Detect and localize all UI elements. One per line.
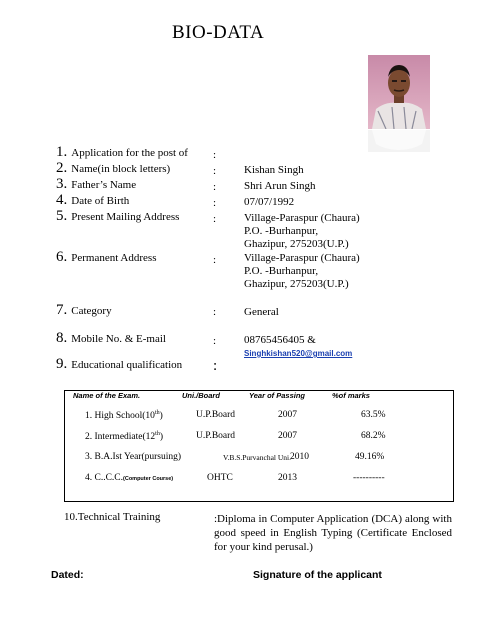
field-colon: : (213, 181, 217, 193)
field-number: 8. (56, 330, 68, 346)
dated-label: Dated: (51, 569, 84, 581)
dob-value: 07/07/1992 (244, 196, 295, 208)
table-row (85, 473, 173, 483)
address-line: Village-Paraspur (Chaura) (244, 252, 360, 264)
exam-tail: ) (159, 411, 163, 422)
column-header-marks: %of marks (332, 391, 370, 400)
father-name-value: Shri Arun Singh (244, 180, 316, 192)
address-line: P.O. -Burhanpur, (244, 265, 319, 277)
year-cell: 2013 (278, 473, 297, 483)
field-number: 4. (56, 192, 68, 208)
education-table (64, 390, 454, 502)
year-cell: 2007 (278, 431, 297, 441)
field-8 (56, 329, 166, 347)
exam-superscript: th (154, 410, 160, 416)
column-header-year: Year of Passing (249, 391, 305, 400)
address-line: P.O. -Burhanpur, (244, 225, 319, 237)
field-number: 5. (56, 208, 68, 224)
mobile-value: 08765456405 & (244, 334, 316, 346)
name-value: Kishan Singh (244, 164, 304, 176)
technical-training-value: :Diploma in Computer Application (DCA) along with good speed in English Typing (Certificate Enclosed for your kind perusal.) (214, 513, 452, 553)
field-colon: : (213, 149, 217, 161)
column-header-exam: Name of the Exam. (73, 391, 141, 400)
field-colon: : (213, 306, 217, 318)
field-9 (56, 355, 182, 373)
exam-tail: ) (159, 432, 164, 443)
exam-name: Intermediate(12 (94, 432, 156, 443)
board-cell: U.P.Board (196, 431, 236, 441)
exam-superscript: th (155, 431, 160, 437)
permanent-address-value (244, 252, 360, 291)
table-row (85, 452, 181, 462)
year-cell: 2007 (278, 410, 297, 420)
column-header-board: Uni./Board (182, 391, 220, 400)
field-label: Present Mailing Address (71, 211, 180, 223)
row-index: 2. (85, 432, 93, 443)
field-label: Application for the post of (71, 147, 188, 159)
present-address-value (244, 212, 360, 251)
field-label: Date of Birth (71, 195, 130, 207)
field-label: Category (71, 305, 112, 317)
address-line: Village-Paraspur (Chaura) (244, 212, 360, 224)
field-label: Father’s Name (71, 179, 137, 191)
field-label: Technical Training (77, 511, 161, 523)
exam-name: High School(10 (94, 411, 155, 422)
field-label: Educational qualification (71, 359, 183, 371)
marks-cell: ---------- (353, 473, 385, 483)
applicant-photo (368, 55, 430, 129)
exam-tail: (Computer Course) (123, 476, 174, 482)
field-number: 10. (64, 511, 78, 523)
field-colon: : (213, 165, 217, 177)
table-row (85, 410, 163, 421)
field-colon: : (213, 213, 217, 225)
board-cell: U.P.Board (196, 410, 236, 420)
exam-name: B.A.Ist Year(pursuing) (94, 452, 182, 462)
board-cell: OHTC (207, 473, 233, 483)
field-7 (56, 301, 112, 319)
row-index: 3. (85, 452, 93, 462)
field-number: 6. (56, 249, 68, 265)
exam-name: C..C.C. (94, 473, 124, 483)
field-10 (64, 511, 160, 523)
field-5 (56, 207, 179, 225)
field-label: Permanent Address (71, 252, 157, 264)
address-line: Ghazipur, 275203(U.P.) (244, 278, 349, 290)
row-index: 4. (85, 473, 93, 483)
email-link[interactable]: Singhkishan520@gmail.com (244, 349, 353, 358)
signature-label: Signature of the applicant (253, 569, 382, 581)
field-colon: : (213, 358, 218, 374)
field-colon: : (213, 197, 217, 209)
marks-cell: 49.16% (355, 452, 385, 462)
field-colon: : (213, 254, 217, 266)
category-value: General (244, 306, 279, 318)
field-colon: : (213, 335, 217, 347)
field-6 (56, 248, 156, 266)
marks-cell: 68.2% (361, 431, 386, 441)
field-number: 9. (56, 356, 68, 372)
field-label: Name(in block letters) (71, 163, 171, 175)
marks-cell: 63.5% (361, 410, 386, 420)
table-row (85, 431, 163, 442)
field-number: 1. (56, 144, 68, 160)
field-number: 7. (56, 302, 68, 318)
page-title: BIO-DATA (172, 22, 265, 43)
address-line: Ghazipur, 275203(U.P.) (244, 238, 349, 250)
field-number: 2. (56, 160, 68, 176)
year-cell: 2010 (290, 452, 309, 462)
row-index: 1. (85, 411, 93, 422)
photo-reflection (368, 130, 430, 152)
field-number: 3. (56, 176, 68, 192)
field-label: Mobile No. & E-mail (71, 333, 166, 345)
board-cell: V.B.S.Purvanchal Uni. (223, 453, 291, 462)
